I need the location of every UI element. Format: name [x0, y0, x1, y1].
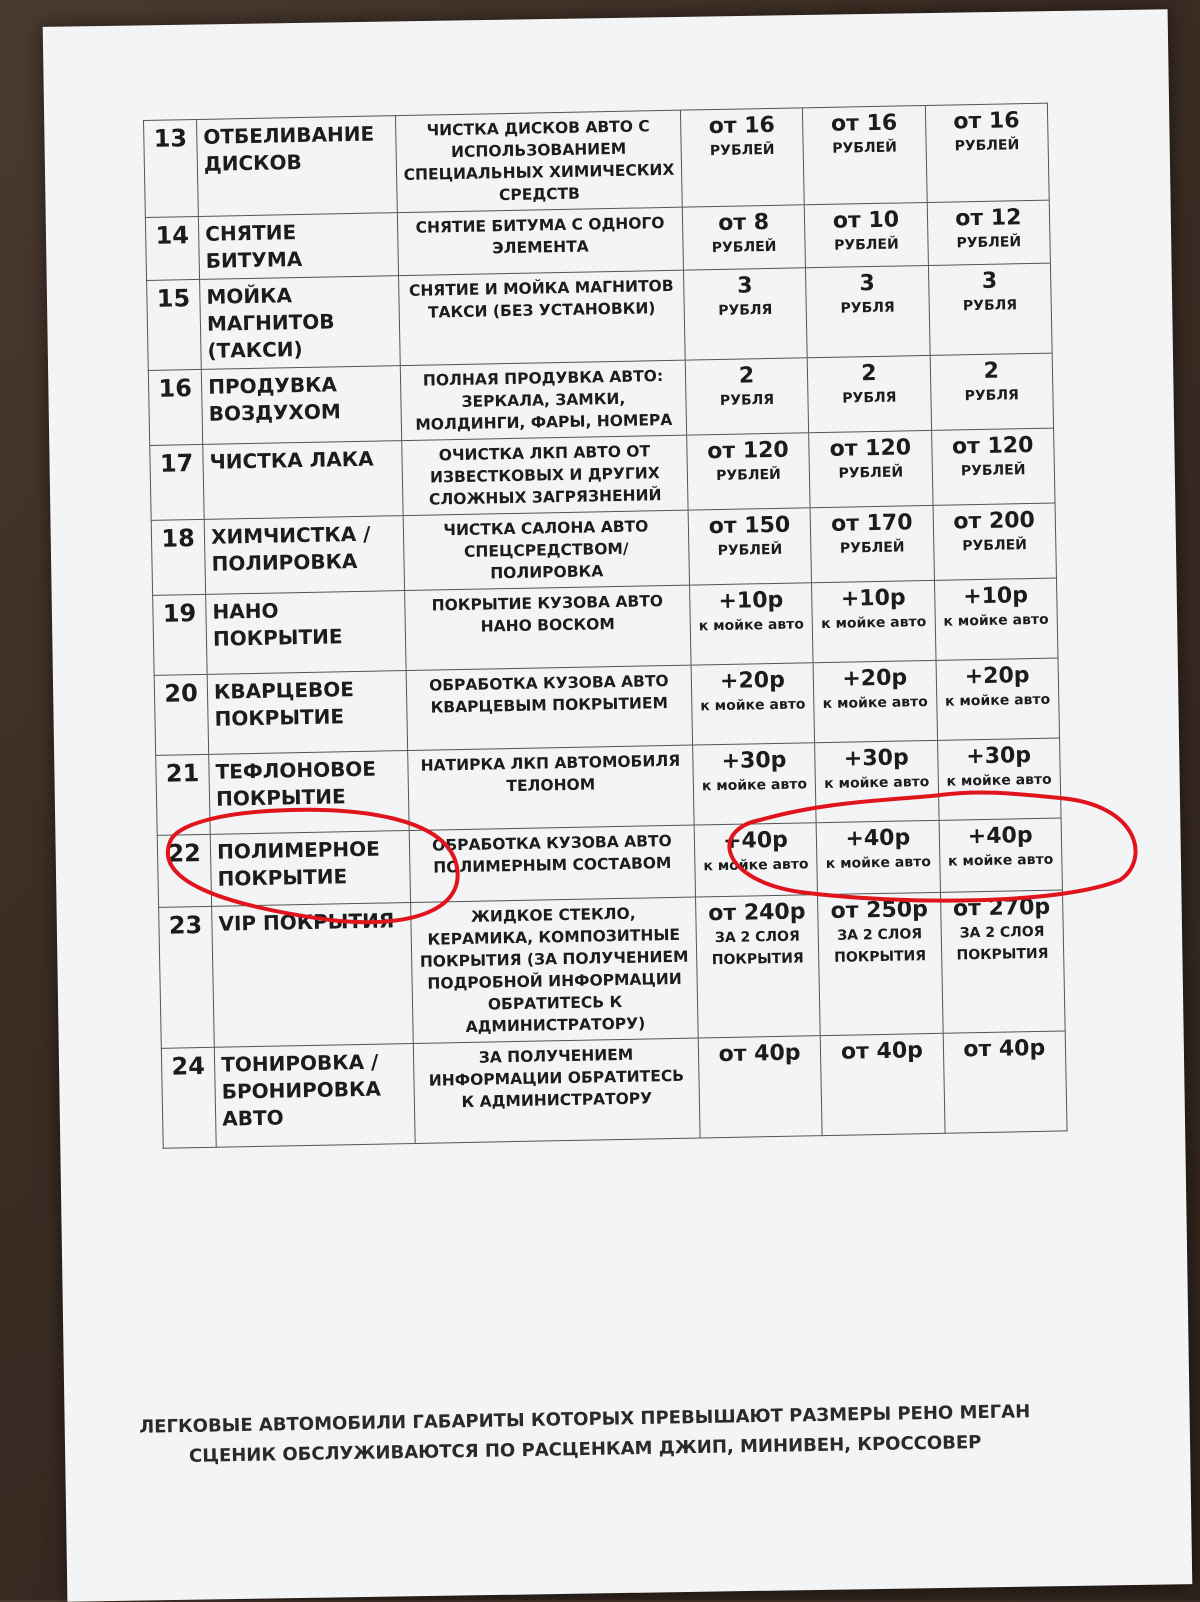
- footer-line-1: ЛЕГКОВЫЕ АВТОМОБИЛИ ГАБАРИТЫ КОТОРЫХ ПРЕВЫШАЮТ РАЗМЕРЫ РЕНО МЕГАН: [139, 1401, 1031, 1438]
- price-value: от 270р: [952, 894, 1051, 922]
- price-unit: к мойке авто: [701, 776, 808, 795]
- price-value: +10р: [840, 585, 906, 612]
- price-value: +40р: [722, 827, 789, 854]
- price-unit: к мойке авто: [944, 691, 1051, 710]
- service-description: ОЧИСТКА ЛКП АВТО ОТ ИЗВЕСТКОВЫХ И ДРУГИХ СЛОЖНЫХ ЗАГРЯЗНЕНИЙ: [402, 435, 688, 515]
- price-value: от 16: [953, 108, 1020, 135]
- row-number: 15: [147, 279, 202, 370]
- service-name: ПРОДУВКА ВОЗДУХОМ: [201, 366, 401, 445]
- price-cell: [688, 508, 812, 585]
- price-unit: к мойке авто: [824, 774, 930, 793]
- price-unit: к мойке авто: [947, 851, 1054, 870]
- footer-line-2: СЦЕНИК ОБСЛУЖИВАЮТСЯ ПО РАСЦЕНКАМ ДЖИП, МИНИВЕН, КРОССОВЕР: [188, 1432, 982, 1467]
- price-unit: РУБЛЯ: [840, 299, 895, 317]
- price-unit: к мойке авто: [703, 856, 809, 875]
- service-description: ПОЛНАЯ ПРОДУВКА АВТО: ЗЕРКАЛА, ЗАМКИ, МОЛДИНГИ, ФАРЫ, НОМЕРА: [400, 360, 686, 440]
- service-name: МОЙКА МАГНИТОВ (ТАКСИ): [200, 276, 401, 370]
- price-cell: [680, 108, 804, 207]
- price-value: +20р: [842, 665, 908, 692]
- price-table-body: [144, 103, 1068, 1148]
- price-unit: к мойке авто: [825, 854, 932, 873]
- price-cell: [806, 265, 930, 357]
- price-cell: [812, 580, 936, 662]
- price-value: 3: [981, 268, 998, 294]
- price-unit: РУБЛЯ: [719, 391, 775, 409]
- price-cell: [689, 583, 813, 665]
- price-value: от 12: [955, 205, 1022, 232]
- price-value: +40р: [845, 825, 911, 852]
- price-unit: РУБЛЯ: [964, 387, 1019, 405]
- service-description: ОБРАБОТКА КУЗОВА АВТО КВАРЦЕВЫМ ПОКРЫТИЕМ: [406, 665, 692, 750]
- price-cell: [933, 503, 1057, 580]
- price-value: +40р: [967, 823, 1033, 850]
- price-value: от 170: [830, 510, 913, 537]
- service-description: СНЯТИЕ БИТУМА С ОДНОГО ЭЛЕМЕНТА: [397, 207, 683, 275]
- price-cell: [936, 658, 1060, 740]
- row-number: 23: [159, 906, 215, 1048]
- price-cell: [925, 103, 1049, 202]
- price-value: от 40р: [963, 1035, 1046, 1063]
- price-value: +30р: [966, 743, 1032, 770]
- price-value: от 40р: [718, 1040, 801, 1068]
- service-name: СНЯТИЕ БИТУМА: [198, 213, 398, 280]
- price-unit: РУБЛЯ: [718, 301, 773, 319]
- price-value: +30р: [721, 747, 787, 775]
- price-unit: РУБЛЕЙ: [954, 137, 1020, 155]
- price-unit: к мойке авто: [946, 771, 1052, 790]
- price-cell: [927, 200, 1051, 265]
- price-cell: [818, 892, 943, 1035]
- price-cell: [683, 268, 807, 360]
- price-unit: РУБЛЕЙ: [956, 234, 1022, 252]
- price-unit: РУБЛЯ: [842, 389, 897, 407]
- price-value: +10р: [962, 583, 1029, 610]
- price-cell: [809, 430, 933, 507]
- service-name: ПОЛИМЕРНОЕ ПОКРЫТИЕ: [210, 831, 410, 907]
- price-cell: [928, 263, 1052, 355]
- price-value: 3: [736, 273, 753, 299]
- price-cell: [813, 660, 937, 742]
- row-number: 17: [150, 444, 204, 520]
- row-number: 19: [153, 594, 208, 675]
- price-cell: [682, 205, 806, 270]
- service-description: СНЯТИЕ И МОЙКА МАГНИТОВ ТАКСИ (БЕЗ УСТАНОВКИ): [399, 270, 685, 365]
- price-value: 2: [738, 363, 755, 389]
- price-unit: к мойке авто: [698, 616, 805, 635]
- service-description: ОБРАБОТКА КУЗОВА АВТО ПОЛИМЕРНЫМ СОСТАВОМ: [409, 825, 695, 902]
- service-description: ЖИДКОЕ СТЕКЛО, КЕРАМИКА, КОМПОЗИТНЫЕ ПОКРЫТИЯ (ЗА ПОЛУЧЕНИЕМ ПОДРОБНОЙ ИНФОРМАЦИИ ОБРАТИТЕСЬ К АДМИНИСТРАТОРУ): [411, 897, 698, 1043]
- price-unit: ЗА 2 СЛОЯ ПОКРЫТИЯ: [711, 928, 804, 969]
- price-unit: ЗА 2 СЛОЯ ПОКРЫТИЯ: [834, 926, 927, 966]
- price-cell: [931, 428, 1055, 505]
- price-cell: [692, 743, 816, 825]
- price-cell: [685, 358, 809, 435]
- price-value: +30р: [843, 745, 909, 772]
- price-value: от 150: [708, 512, 791, 540]
- price-value: от 16: [708, 112, 776, 140]
- row-number: 22: [157, 834, 211, 907]
- price-value: 2: [861, 360, 877, 387]
- service-name: ЧИСТКА ЛАКА: [203, 441, 403, 520]
- price-value: от 10: [832, 207, 900, 234]
- price-unit: РУБЛЕЙ: [832, 139, 898, 157]
- price-unit: РУБЛЕЙ: [716, 466, 781, 485]
- price-cell: [807, 355, 931, 432]
- table-row: [159, 890, 1066, 1048]
- service-description: ПОКРЫТИЕ КУЗОВА АВТО НАНО ВОСКОМ: [405, 585, 691, 670]
- price-unit: ЗА 2 СЛОЯ ПОКРЫТИЯ: [956, 923, 1049, 964]
- price-unit: РУБЛЕЙ: [717, 541, 783, 560]
- price-cell: [694, 823, 818, 897]
- service-name: ТЕФЛОНОВОЕ ПОКРЫТИЕ: [209, 751, 409, 835]
- price-unit: РУБЛЕЙ: [711, 238, 777, 257]
- service-name: ХИМЧИСТКА /ПОЛИРОВКА: [204, 516, 404, 595]
- price-unit: РУБЛЕЙ: [960, 462, 1026, 480]
- price-unit: к мойке авто: [822, 694, 928, 713]
- price-value: от 40р: [840, 1038, 924, 1065]
- price-value: 3: [859, 270, 876, 297]
- price-unit: к мойке авто: [943, 611, 1049, 630]
- price-value: +10р: [718, 587, 784, 615]
- table-row: [147, 263, 1053, 370]
- price-cell: [934, 578, 1058, 660]
- service-name: ТОНИРОВКА /БРОНИРОВКА АВТО: [214, 1043, 415, 1147]
- price-value: от 250р: [830, 897, 929, 924]
- row-number: 18: [151, 519, 205, 595]
- price-cell: [940, 890, 1065, 1033]
- price-value: от 240р: [708, 899, 806, 927]
- price-cell: [939, 818, 1063, 892]
- price-cell: [691, 663, 815, 745]
- price-cell: [803, 105, 927, 204]
- price-value: от 16: [830, 110, 898, 137]
- service-name: VIP ПОКРЫТИЯ: [212, 903, 414, 1048]
- price-cell: [937, 738, 1061, 820]
- price-value: 2: [983, 358, 1000, 384]
- service-name: НАНО ПОКРЫТИЕ: [206, 591, 406, 675]
- price-unit: РУБЛЕЙ: [833, 236, 899, 254]
- price-cell: [698, 1036, 822, 1138]
- row-number: 13: [144, 119, 199, 217]
- price-cell: [695, 895, 820, 1038]
- price-unit: РУБЛЯ: [962, 297, 1018, 315]
- price-cell: [816, 820, 940, 894]
- price-cell: [804, 202, 928, 267]
- price-table: [143, 103, 1068, 1149]
- row-number: 20: [154, 674, 209, 755]
- price-value: +20р: [964, 663, 1030, 690]
- service-name: КВАРЦЕВОЕ ПОКРЫТИЕ: [207, 671, 407, 755]
- price-cell: [687, 433, 811, 510]
- row-number: 16: [148, 369, 202, 445]
- price-unit: к мойке авто: [820, 614, 927, 633]
- row-number: 24: [161, 1047, 216, 1148]
- service-description: ЧИСТКА ДИСКОВ АВТО С ИСПОЛЬЗОВАНИЕМ СПЕЦИАЛЬНЫХ ХИМИЧЕСКИХ СРЕДСТВ: [396, 110, 683, 212]
- service-name: ОТБЕЛИВАНИЕ ДИСКОВ: [197, 116, 398, 217]
- price-unit: к мойке авто: [700, 696, 806, 715]
- price-unit: РУБЛЕЙ: [962, 537, 1028, 555]
- table-row: [144, 103, 1050, 217]
- price-value: +20р: [719, 667, 786, 695]
- price-cell: [815, 740, 939, 822]
- row-number: 14: [145, 216, 199, 280]
- price-cell: [943, 1031, 1067, 1133]
- price-cell: [810, 505, 934, 582]
- price-unit: РУБЛЕЙ: [838, 464, 904, 482]
- table-row: [161, 1031, 1067, 1148]
- price-value: от 8: [717, 210, 770, 236]
- price-value: от 120: [707, 437, 789, 465]
- price-cell: [820, 1033, 944, 1135]
- service-description: НАТИРКА ЛКП АВТОМОБИЛЯ ТЕЛОНОМ: [408, 745, 694, 830]
- price-cell: [930, 353, 1054, 430]
- service-description: ЧИСТКА САЛОНА АВТО СПЕЦСРЕДСТВОМ/ПОЛИРОВКА: [403, 510, 689, 590]
- price-unit: РУБЛЕЙ: [839, 539, 905, 557]
- price-value: от 120: [951, 432, 1034, 460]
- service-description: ЗА ПОЛУЧЕНИЕМ ИНФОРМАЦИИ ОБРАТИТЕСЬ К АДМИНИСТРАТОРУ: [413, 1038, 700, 1143]
- price-unit: РУБЛЕЙ: [709, 141, 775, 160]
- price-value: от 120: [829, 435, 912, 462]
- price-value: от 200: [953, 507, 1036, 535]
- row-number: 21: [156, 754, 211, 835]
